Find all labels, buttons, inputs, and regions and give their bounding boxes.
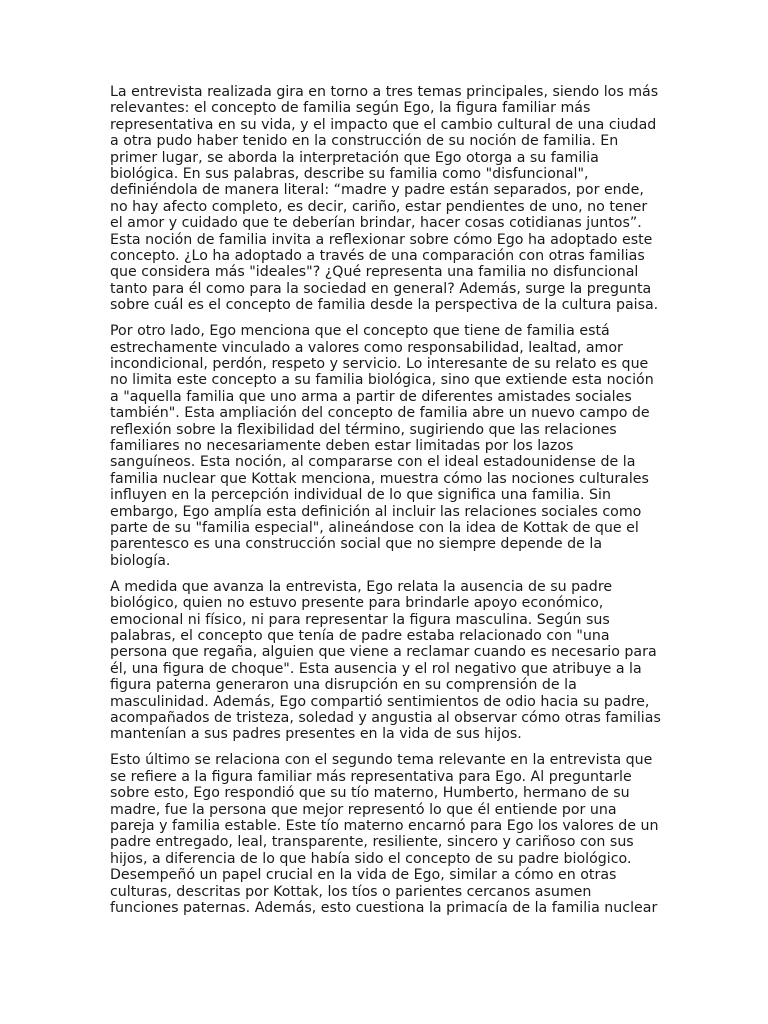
document-page: [110, 84, 662, 926]
paragraph-2: Por otro lado, Ego menciona que el concepto que tiene de familia está estrechamente vinculado a valores como responsabilidad, lealtad, amor incondicional, perdón, respeto y servicio. Lo interesante de su relato es que no limita este concepto a su familia biológica, sino que extiende esta noción a "aquella familia que uno arma a partir de diferentes amistades sociales también". Esta ampliación del concepto de familia abre un nuevo campo de reflexión sobre la flexibilidad del término, sugiriendo que las relaciones familiares no necesariamente deben estar limitadas por los lazos sanguíneos. Esta noción, al compararse con el ideal estadounidense de la familia nuclear que Kottak menciona, muestra cómo las nociones culturales influyen en la percepción individual de lo que significa una familia. Sin embargo, Ego amplía esta definición al incluir las relaciones sociales como parte de su "familia especial", alineándose con la idea de Kottak de que el parentesco es una construcción social que no siempre depende de la biología.: [110, 323, 654, 569]
paragraph-4: Esto último se relaciona con el segundo tema relevante en la entrevista que se refiere a la figura familiar más representativa para Ego. Al preguntarle sobre esto, Ego respondió que su tío materno, Humberto, hermano de su madre, fue la persona que mejor representó lo que él entiende por una pareja y familia estable. Este tío materno encarnó para Ego los valores de un padre entregado, leal, transparente, resiliente, sincero y cariñoso con sus hijos, a diferencia de lo que había sido el concepto de su padre biológico. Desempeñó un papel crucial en la vida de Ego, similar a cómo en otras culturas, descritas por Kottak, los tíos o parientes cercanos asumen funciones paternas. Además, esto cuestiona la primacía de la familia nuclear: [110, 752, 659, 916]
paragraph-3: A medida que avanza la entrevista, Ego relata la ausencia de su padre biológico, quien no estuvo presente para brindarle apoyo económico, emocional ni físico, ni para representar la figura masculina. Según sus palabras, el concepto que tenía de padre estaba relacionado con "una persona que regaña, alguien que viene a reclamar cuando es necesario para él, una figura de choque". Esta ausencia y el rol negativo que atribuye a la figura paterna generaron una disrupción en su comprensión de la masculinidad. Además, Ego compartió sentimientos de odio hacia su padre, acompañados de tristeza, soledad y angustia al observar cómo otras familias mantenían a sus padres presentes en la vida de sus hijos.: [110, 578, 661, 743]
paragraph-1: La entrevista realizada gira en torno a tres temas principales, siendo los más relevantes: el concepto de familia según Ego, la figura familiar más representativa en su vida, y el impacto que el cambio cultural de una ciudad a otra pudo haber tenido en la construcción de su noción de familia. En primer lugar, se aborda la interpretación que Ego otorga a su familia biológica. En sus palabras, describe su familia como "disfuncional", definiéndola de manera literal: “madre y padre están separados, por ende, no hay afecto completo, es decir, cariño, estar pendientes de uno, no tener el amor y cuidado que te deberían brindar, hacer cosas cotidianas juntos”. Esta noción de familia invita a reflexionar sobre cómo Ego ha adoptado este concepto. ¿Lo ha adoptado a través de una comparación con otras familias que considera más "ideales"? ¿Qué representa una familia no disfuncional tanto para él como para la sociedad en general? Además, surge la pregunta sobre cuál es el concepto de familia desde la perspectiva de la cultura paisa.: [110, 84, 659, 314]
